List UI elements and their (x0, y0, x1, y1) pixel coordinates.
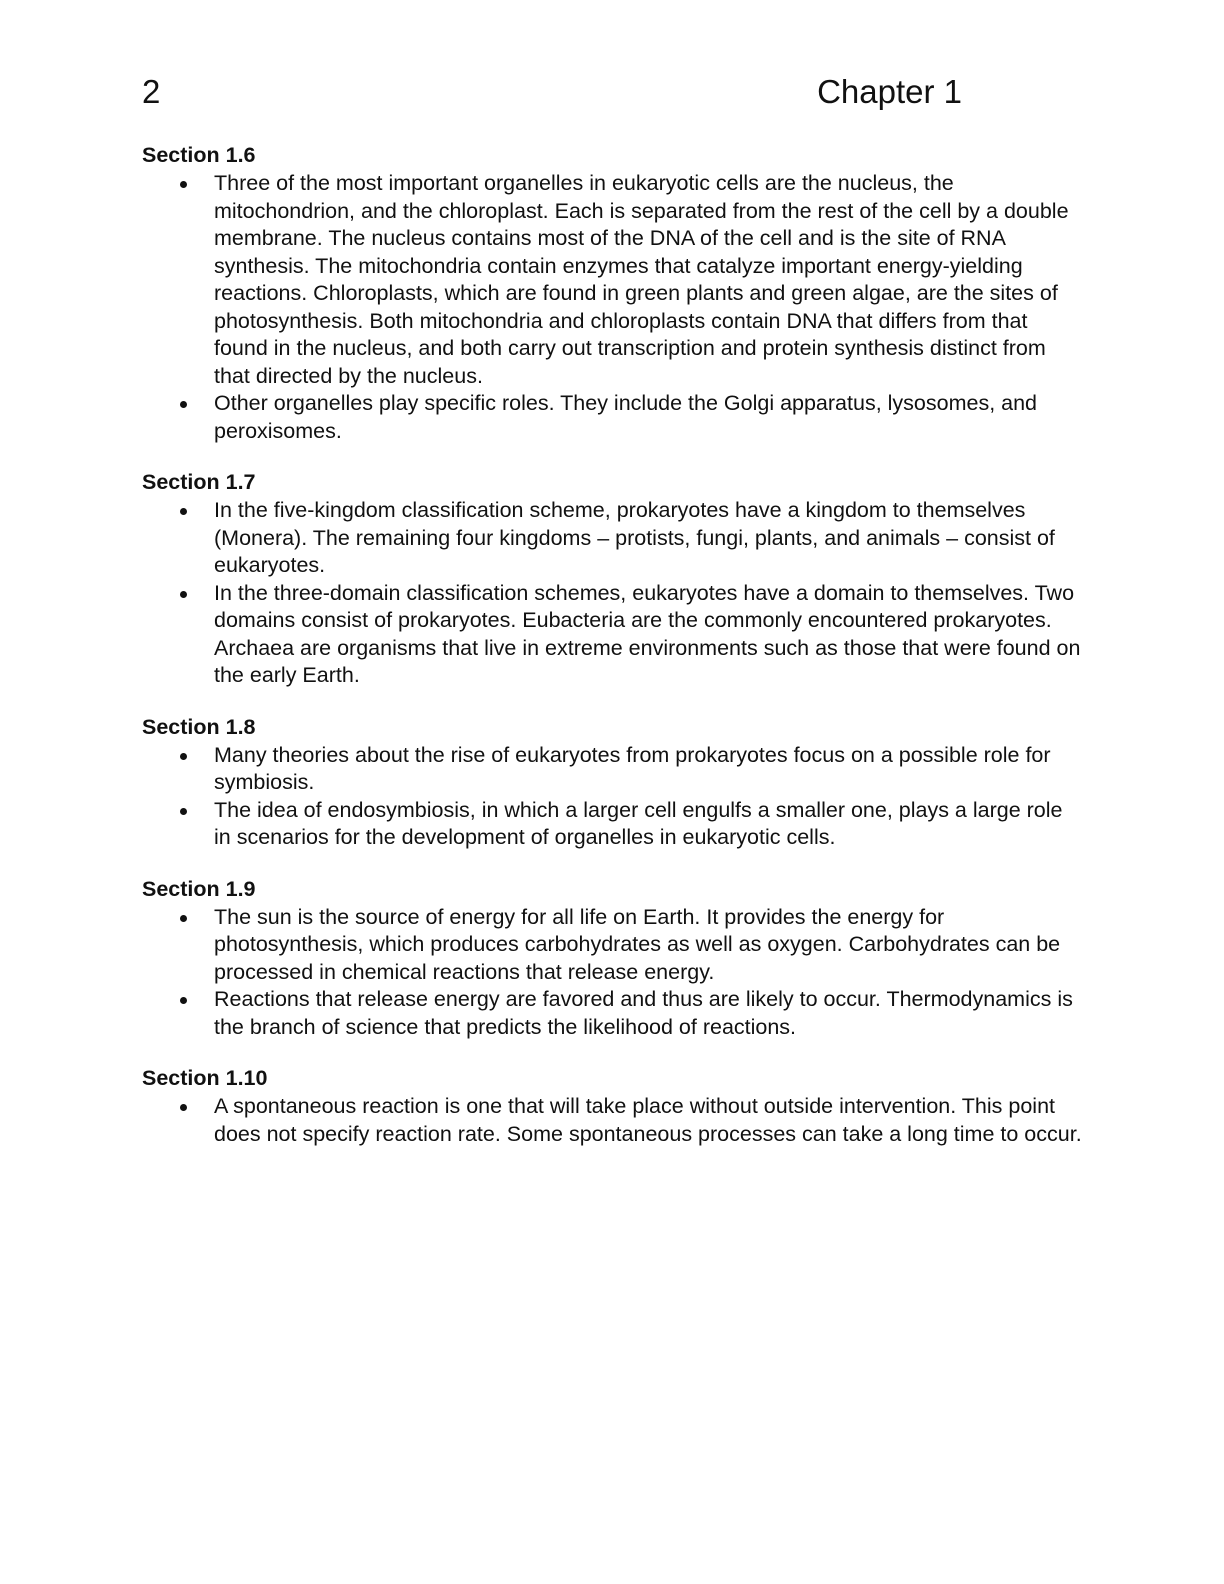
bullet-icon (180, 997, 187, 1004)
bullet-item (142, 170, 1082, 390)
page-header (142, 72, 962, 116)
bullet-item (142, 390, 1082, 445)
bullet-icon (180, 591, 187, 598)
bullet-item (142, 904, 1082, 987)
section (142, 1064, 1082, 1148)
bullet-item (142, 986, 1082, 1041)
section (142, 468, 1082, 690)
bullet-text: Many theories about the rise of eukaryotes from prokaryotes focus on a possible role for symbiosis. (214, 742, 1051, 794)
bullet-item (142, 1093, 1082, 1148)
bullet-item (142, 580, 1082, 690)
bullet-text: Other organelles play specific roles. They include the Golgi apparatus, lysosomes, and peroxisomes. (214, 391, 1038, 443)
section-heading: Section 1.10 (142, 1066, 268, 1090)
bullet-text: Three of the most important organelles in eukaryotic cells are the nucleus, the mitochondrion, and the chloroplast. Each is separated from the rest of the cell by a double membrane. The nucleus contains most of the DNA of the cell and is the site of RNA synthesis. The mitochondria contain enzymes that catalyze important energy-yielding reactions. Chloroplasts, which are found in green plants and green algae, are the sites of photosynthesis. Both mitochondria and chloroplasts contain DNA that differs from that found in the nucleus, and both carry out transcription and protein synthesis distinct from that directed by the nucleus. (214, 171, 1069, 388)
bullet-item (142, 497, 1082, 580)
bullet-icon (180, 808, 187, 815)
chapter-title: Chapter 1 (817, 73, 962, 110)
section (142, 713, 1082, 852)
bullet-text: The idea of endosymbiosis, in which a larger cell engulfs a smaller one, plays a large role in scenarios for the development of organelles in eukaryotic cells. (214, 797, 1063, 849)
section-heading: Section 1.8 (142, 714, 256, 739)
bullet-text: In the five-kingdom classification scheme, prokaryotes have a kingdom to themselves (Monera). The remaining four kingdoms – protists, fungi, plants, and animals – consist of eukaryotes. (214, 498, 1055, 577)
page-number: 2 (142, 73, 161, 110)
bullet-text: A spontaneous reaction is one that will take place without outside intervention. This point does not specify reaction rate. Some spontaneous processes can take a long time to occur. (214, 1094, 1082, 1146)
bullet-list (142, 904, 1082, 1042)
bullet-text: Reactions that release energy are favored and thus are likely to occur. Thermodynamics is the branch of science that predicts the likelihood of reactions. (214, 987, 1073, 1039)
section-heading: Section 1.7 (142, 470, 256, 494)
section (142, 875, 1082, 1042)
page-content (142, 141, 1082, 1171)
bullet-text: In the three-domain classification schemes, eukaryotes have a domain to themselves. Two domains consist of prokaryotes. Eubacteria are the commonly encountered prokaryotes. Archaea are organisms that live in extreme environments such as those that were found on the early Earth. (214, 580, 1081, 687)
bullet-text: The sun is the source of energy for all life on Earth. It provides the energy for photosynthesis, which produces carbohydrates as well as oxygen. Carbohydrates can be processed in chemical reactions that release energy. (214, 904, 1061, 984)
section-heading: Section 1.6 (142, 143, 256, 167)
bullet-icon (180, 753, 187, 760)
bullet-item (142, 742, 1082, 797)
bullet-icon (180, 915, 187, 922)
bullet-list (142, 170, 1082, 445)
bullet-item (142, 797, 1082, 852)
bullet-icon (180, 1104, 187, 1111)
bullet-icon (180, 181, 187, 188)
bullet-list (142, 497, 1082, 690)
bullet-icon (180, 401, 187, 408)
bullet-list (142, 742, 1082, 852)
bullet-icon (180, 508, 187, 515)
section (142, 141, 1082, 445)
section-heading: Section 1.9 (142, 876, 256, 901)
bullet-list (142, 1093, 1082, 1148)
